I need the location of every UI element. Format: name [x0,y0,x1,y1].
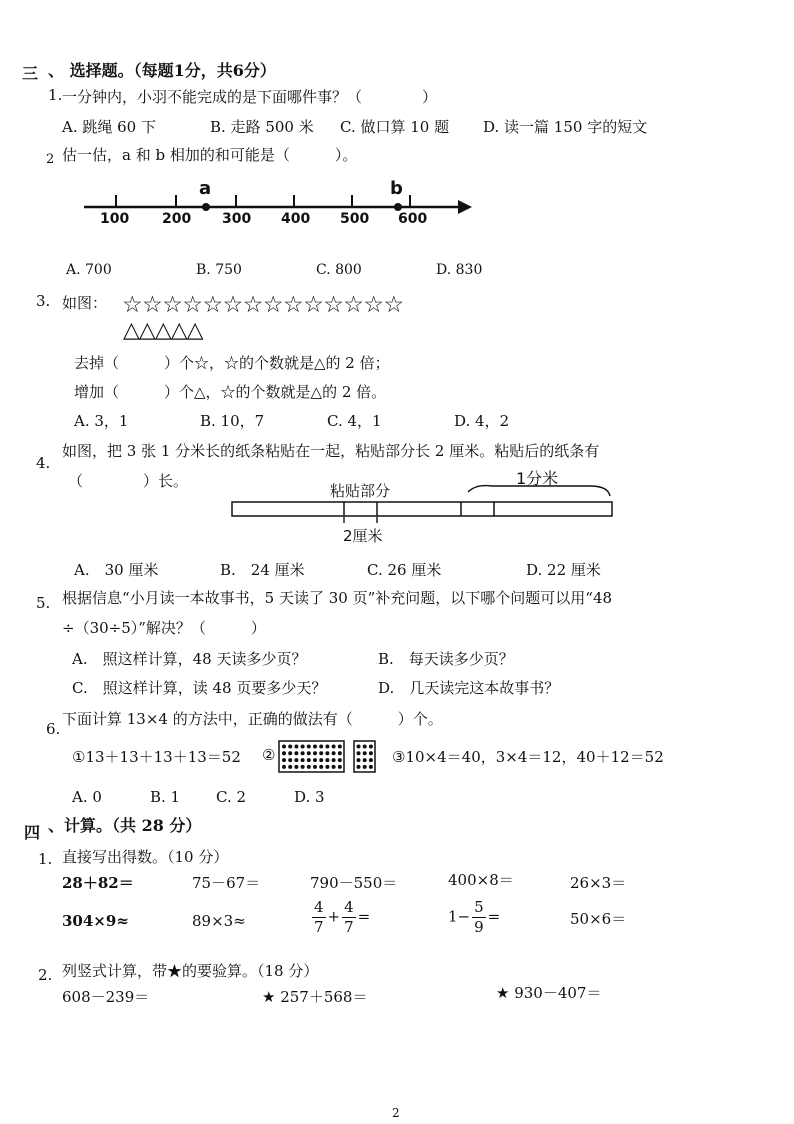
q1-option-c: C. 做口算 10 题 [340,118,450,136]
two-cm-label: 2厘米 [343,527,383,545]
section-3-title: 、 选择题。（每题1分，共6分） [48,61,276,80]
array-dot [288,758,292,762]
array-dot [338,751,342,755]
fraction-5-9: $\frac{5}{9}$ [474,898,484,936]
q2-option-a: A. 700 [66,262,112,278]
q5-text-2: ÷（30÷5）”解决？（ ） [62,619,266,637]
s4-q1-title: 直接写出得数。（10 分） [62,848,229,866]
array-dot [332,745,336,749]
q3-line-2: 增加（ ）个△，☆的个数就是△的 2 倍。 [74,383,387,401]
q6-number: 6. [46,720,61,738]
array-dot [332,765,336,769]
array-dot [288,765,292,769]
array-dot [357,765,361,769]
q2-text: 估一估，a 和 b 相加的和可能是（ ）。 [62,146,358,164]
array-dot [338,765,342,769]
array-dot [307,765,311,769]
q5-option-b: B. 每天读多少页？ [378,650,514,668]
q6-method-3: ③10×4＝40，3×4＝12，40＋12＝52 [392,748,664,766]
nl-label-600: 600 [398,211,428,227]
array-dot [319,758,323,762]
q3-triangles: △△△△△ [123,318,203,343]
array-dot [294,758,298,762]
array-dot [313,758,317,762]
paste-part-label: 粘贴部分 [330,482,391,500]
fraction-4-7-b: $\frac{4}{7}$ [344,898,354,936]
q5-number: 5. [36,594,51,612]
q2-option-d: D. 830 [436,262,483,278]
array-dot [363,751,367,755]
q5-text: 根据信息“小月读一本故事书，5 天读了 30 页”补充问题，以下哪个问题可以用“48 [62,589,613,607]
q6-option-a: A. 0 [72,788,102,806]
array-dot [288,745,292,749]
nl-label-300: 300 [222,211,252,227]
calc-50x6: 50×6＝ [570,910,627,928]
vertical-calc-608-239: 608－239＝ [62,988,150,1006]
q4-number: 4. [36,454,51,472]
array-dot [294,765,298,769]
s4-q2-title: 列竖式计算，带★的要验算。（18 分） [62,962,319,980]
array-dot [313,765,317,769]
array-dot [325,751,329,755]
q3-option-a: A. 3，1 [74,412,129,430]
array-dot [357,758,361,762]
calc-790-550: 790－550＝ [310,874,398,892]
array-dot [294,745,298,749]
array-dot [282,765,286,769]
array-dot [325,765,329,769]
array-dot [332,751,336,755]
array-dot [369,758,373,762]
dot-array-diagram [278,740,378,774]
q6-option-b: B. 1 [150,788,181,806]
q3-number: 3. [36,292,51,310]
array-dot [294,751,298,755]
array-dot [301,751,305,755]
q6-text: 下面计算 13×4 的方法中，正确的做法有（ ）个。 [62,710,443,728]
q4-option-b: B. 24 厘米 [220,561,305,579]
page-number: 2 [392,1106,400,1120]
q2-number: 2 [46,152,55,167]
q6-option-d: D. 3 [294,788,325,806]
point-a-label: a [199,178,212,199]
calc-26x3: 26×3＝ [570,874,627,892]
q3-text: 如图： [62,294,108,312]
q1-option-b: B. 走路 500 米 [210,118,314,136]
array-dot [307,758,311,762]
array-dot [369,751,373,755]
calc-304x9: 304×9≈ [62,912,129,930]
array-dot [369,745,373,749]
q3-option-c: C. 4，1 [327,412,382,430]
section-4-number: 四 [24,823,41,842]
array-dot [332,758,336,762]
calc-28-82: 28＋82＝ [62,874,134,892]
q4-text: 如图，把 3 张 1 分米长的纸条粘贴在一起，粘贴部分长 2 厘米。粘贴后的纸条有 [62,442,600,460]
array-dot [319,745,323,749]
fraction-4-7-a: $\frac{4}{7}$ [314,898,324,936]
array-dot [338,758,342,762]
calc-fraction-sum: $\frac{4}{7}$ + $\frac{4}{7}$ = [314,898,371,936]
s4-q2-number: 2. [38,966,53,984]
calc-75-67: 75－67＝ [192,874,261,892]
q3-option-d: D. 4，2 [454,412,510,430]
q4-option-a: A. 30 厘米 [74,561,159,579]
array-dot [325,745,329,749]
array-dot [282,758,286,762]
q3-line-1: 去掉（ ）个☆，☆的个数就是△的 2 倍； [74,354,390,372]
array-dot [338,745,342,749]
array-dot [301,745,305,749]
array-dot [307,751,311,755]
array-dot [363,745,367,749]
q5-option-d: D. 几天读完这本故事书？ [378,679,560,697]
q1-number: 1. [48,86,63,104]
array-dot [282,745,286,749]
section-3-number: 三 [22,64,39,83]
calc-one-minus-fraction: 1− $\frac{5}{9}$ = [448,898,501,936]
nl-label-400: 400 [281,211,311,227]
array-dot [301,765,305,769]
q2-option-c: C. 800 [316,262,362,278]
array-dot [313,745,317,749]
q6-method-2-label: ② [262,746,276,764]
q5-option-a: A. 照这样计算，48 天读多少页？ [72,650,307,668]
point-b-label: b [390,178,403,199]
array-dot [319,765,323,769]
paper-strip [232,502,612,516]
nl-label-100: 100 [100,211,130,227]
one-dm-label: 1分米 [516,469,559,488]
q5-option-c: C. 照这样计算，读 48 页要多少天？ [72,679,327,697]
array-dot [307,745,311,749]
s4-q1-number: 1. [38,850,53,868]
array-dot [319,751,323,755]
array-dot [288,751,292,755]
array-dot [282,751,286,755]
q6-method-1: ①13＋13＋13＋13＝52 [72,748,241,766]
calc-89x3: 89×3≈ [192,912,246,930]
vertical-calc-257-568: ★ 257＋568＝ [262,988,368,1006]
q6-option-c: C. 2 [216,788,247,806]
paper-strip-diagram [0,0,794,560]
q1-option-d: D. 读一篇 150 字的短文 [483,118,648,136]
q1-text: 一分钟内，小羽不能完成的是下面哪件事？（ ） [62,88,438,106]
array-dot [369,765,373,769]
array-dot [363,765,367,769]
array-dot [301,758,305,762]
q4-text-2: （ ）长。 [68,472,189,490]
q4-option-d: D. 22 厘米 [526,561,601,579]
array-dot [357,745,361,749]
array-dot [363,758,367,762]
array-dot [313,751,317,755]
q3-option-b: B. 10，7 [200,412,265,430]
nl-label-200: 200 [162,211,192,227]
vertical-calc-930-407: ★ 930－407＝ [496,984,602,1002]
q1-option-a: A. 跳绳 60 下 [62,118,156,136]
q3-stars: ☆☆☆☆☆☆☆☆☆☆☆☆☆☆ [122,292,404,318]
section-4-title: 、计算。（共 28 分） [48,816,202,835]
calc-400x8: 400×8＝ [448,871,514,889]
nl-label-500: 500 [340,211,370,227]
q2-option-b: B. 750 [196,262,242,278]
array-dot [357,751,361,755]
q4-option-c: C. 26 厘米 [367,561,442,579]
array-dot [325,758,329,762]
